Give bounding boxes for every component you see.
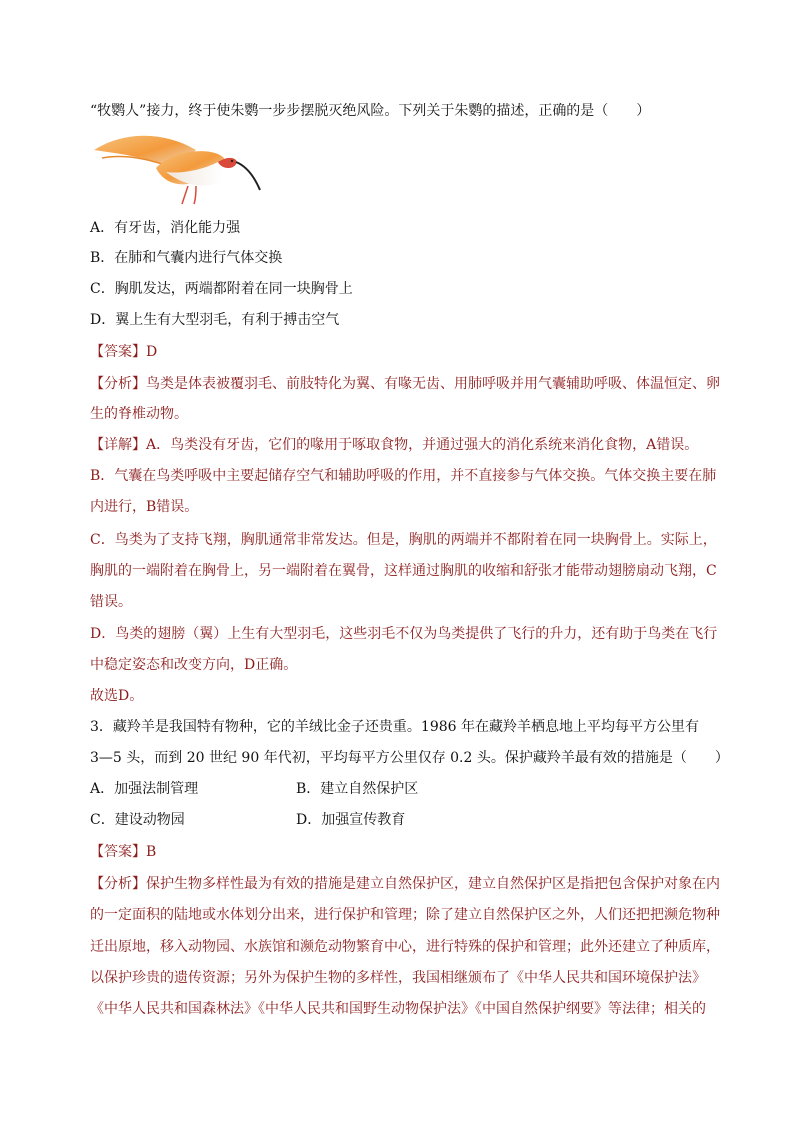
analysis-label: 【分析】 [90,376,146,392]
q2-answer [90,342,157,362]
q3-analysis-line-5: 《中华人民共和国森林法》《中华人民共和国野生动物保护法》《中国自然保护纲要》等法律；相关的 [90,1001,706,1017]
q2-analysis-line-2: 生的脊椎动物。 [90,406,188,422]
q3-option-c: C．建设动物园 [90,812,185,828]
q3-stem-line-1: 3．藏羚羊是我国特有物种，它的羊绒比金子还贵重。1986 年在藏羚羊栖息地上平均每平方公里有 [90,719,699,735]
answer-label: 【答案】 [90,344,146,360]
q3-option-d: D．加强宣传教育 [296,812,406,828]
q2-option-b: B．在肺和气囊内进行气体交换 [90,250,283,266]
q2-detail-line-5: 胸肌的一端附着在胸骨上，另一端附着在翼骨，这样通过胸肌的收缩和舒张才能带动翅膀扇动飞翔，C [90,563,717,579]
answer-value: B [146,844,157,860]
q2-option-a: A．有牙齿，消化能力强 [90,220,241,236]
q2-detail-line-3: 内进行，B错误。 [90,499,199,515]
q3-analysis-line-2: 的一定面积的陆地或水体划分出来，进行保护和管理；除了建立自然保护区之外，人们还把把濒危物种 [90,907,720,923]
q3-analysis-line-1: 【分析】保护生物多样性最为有效的措施是建立自然保护区，建立自然保护区是指把包含保护对象在内 [90,876,720,892]
q2-detail-line-2: B．气囊在鸟类呼吸中主要起储存空气和辅助呼吸的作用，并不直接参与气体交换。气体交换主要在肺 [90,468,717,484]
crested-ibis-image [92,128,264,208]
q2-detail-line-6: 错误。 [90,594,132,610]
detail-label: 【详解】 [90,437,146,453]
q2-option-c: C．胸肌发达，两端都附着在同一块胸骨上 [90,281,353,297]
q2-option-d: D．翼上生有大型羽毛，有利于搏击空气 [90,312,340,328]
q3-answer [90,842,156,862]
q3-analysis-line-4: 以保护珍贵的遗传资源；另外为保护生物的多样性，我国相继颁布了《中华人民共和国环境保护法》 [90,970,706,986]
q2-detail-line-1: 【详解】A．鸟类没有牙齿，它们的喙用于啄取食物，并通过强大的消化系统来消化食物，A错误。 [90,437,699,453]
q3-analysis-line-3: 迁出原地，移入动物园、水族馆和濒危动物繁育中心，进行特殊的保护和管理；此外还建立了种质库， [90,939,720,955]
q2-stem: “牧鹦人”接力，终于使朱鹦一步步摆脱灭绝风险。下列关于朱鹦的描述，正确的是（ ） [90,103,651,119]
ibis-illustration [92,128,264,208]
q2-analysis-line-1: 【分析】鸟类是体表被覆羽毛、前肢特化为翼、有喙无齿、用肺呼吸并用气囊辅助呼吸、体温恒定、卵 [90,376,720,392]
q2-conclusion: 故选D。 [90,688,144,704]
answer-label: 【答案】 [90,844,146,860]
analysis-label: 【分析】 [90,876,146,892]
q2-detail-line-7: D．鸟类的翅膀（翼）上生有大型羽毛，这些羽毛不仅为鸟类提供了飞行的升力，还有助于鸟类在飞行 [90,626,718,642]
answer-value: D [146,344,158,360]
q3-option-a: A．加强法制管理 [90,781,199,797]
q2-detail-line-4: C．鸟类为了支持飞翔，胸肌通常非常发达。但是，胸肌的两端并不都附着在同一块胸骨上。实际上， [90,532,717,548]
q3-option-b: B．建立自然保护区 [296,781,419,797]
q2-detail-line-8: 中稳定姿态和改变方向，D正确。 [90,657,298,673]
q3-stem-line-2: 3—5 头，而到 20 世纪 90 年代初，平均每平方公里仅存 0.2 头。保护藏羚羊最有效的措施是（ ） [90,750,729,766]
